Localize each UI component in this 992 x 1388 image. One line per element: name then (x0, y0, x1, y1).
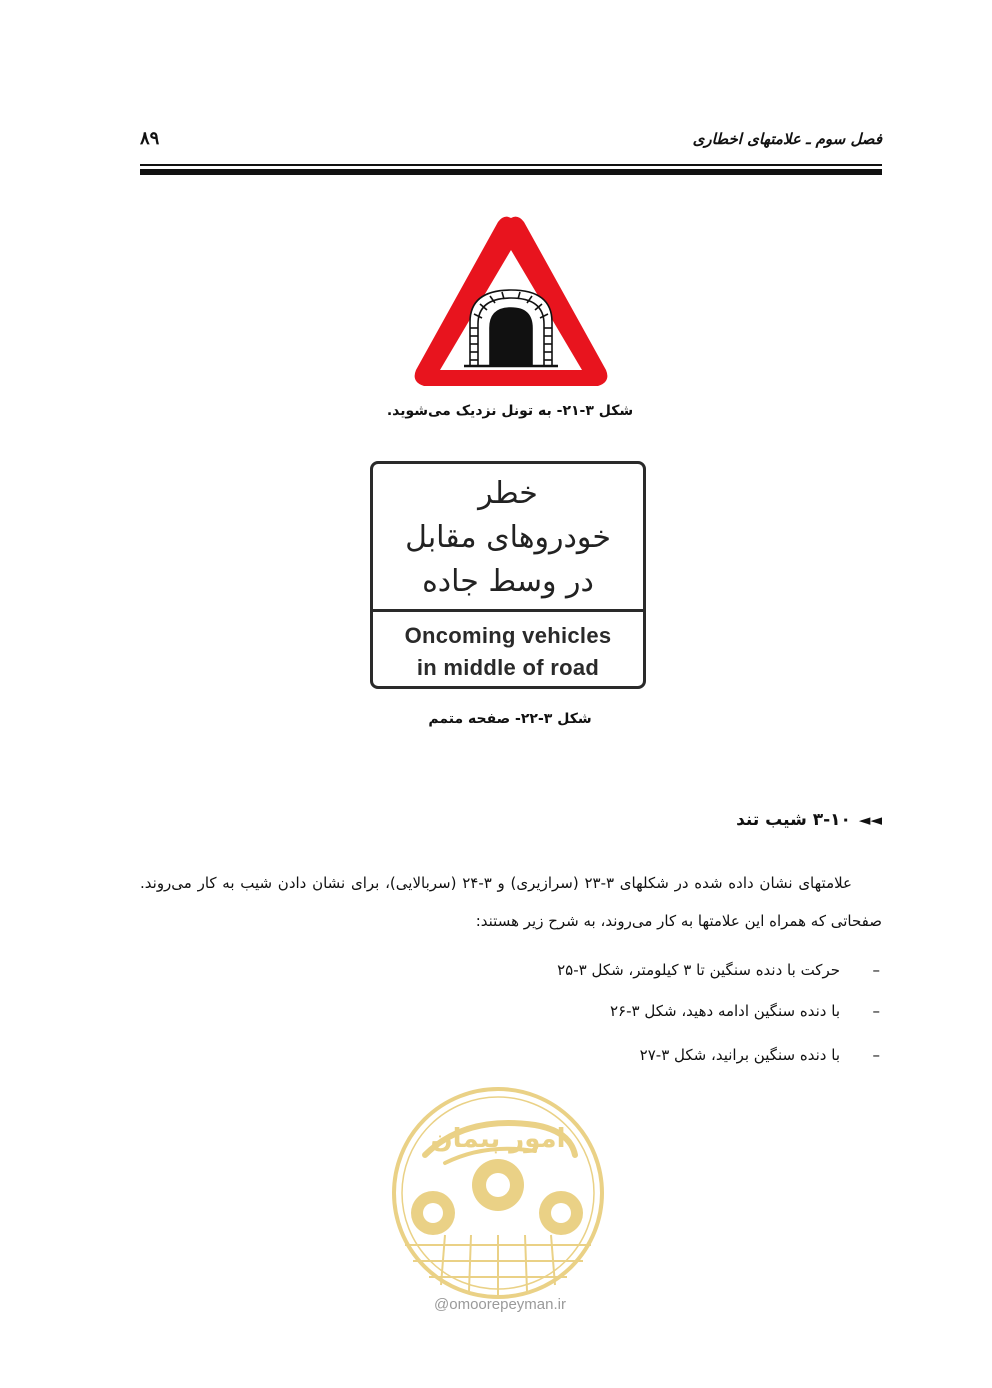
list-item (557, 959, 880, 981)
figure-caption-21: شکل ۳-۲۱- به تونل نزدیک می‌شوید. (386, 403, 634, 419)
watermark-logo-text: امور پیمان (430, 1124, 566, 1154)
plate-fa-line-1: خطر (478, 476, 538, 511)
figure-caption-22: شکل ۳-۲۲- صفحه متمم (428, 711, 592, 727)
list-item-text: با دنده سنگین برانید، شکل ۳-۲۷ (639, 1046, 840, 1064)
plate-fa-line-3: در وسط جاده (422, 564, 594, 599)
plate-english-text (373, 612, 643, 684)
plate-fa-line-2: خودروهای مقابل (405, 520, 611, 555)
bullet-dash: – (872, 1002, 880, 1020)
header-rule-thin (140, 164, 882, 166)
page-number: ۸۹ (140, 128, 160, 149)
tunnel-warning-sign (408, 210, 614, 396)
plate-en-line-1: Oncoming vehicles (404, 623, 612, 648)
supplementary-plate-sign (370, 461, 646, 689)
plate-en-line-2: in middle of road (416, 655, 600, 680)
body-paragraph-text: علامتهای نشان داده شده در شکلهای ۳-۲۳ (سرازیری) و ۳-۲۴ (سربالایی)، برای نشان دادن شیب به کار می‌روند. صفحاتی که همراه این علامتها به کار می‌روند، به شرح زیر هستند: (140, 874, 882, 930)
bullet-dash: – (872, 1046, 880, 1064)
list-item-text: حرکت با دنده سنگین تا ۳ کیلومتر، شکل ۳-۲۵ (557, 961, 840, 979)
list-item-text: با دنده سنگین ادامه دهید، شکل ۳-۲۶ (609, 1002, 840, 1020)
bullet-dash: – (872, 961, 880, 979)
tunnel-icon (464, 290, 558, 366)
watermark-logo (385, 1085, 611, 1311)
plate-persian-text (373, 464, 643, 612)
list-item (610, 1000, 880, 1022)
list-item (640, 1044, 880, 1066)
watermark-url: @omoorepeyman.ir (434, 1296, 566, 1313)
section-heading (736, 810, 882, 830)
section-heading-text: ۳-۱۰ شیب تند (736, 810, 851, 830)
header-rule-thick (140, 169, 882, 175)
chapter-title: فصل سوم ـ علامتهای اخطاری (692, 130, 882, 148)
body-paragraph (140, 864, 882, 940)
section-marker-icon: ◄◄ (858, 811, 882, 829)
